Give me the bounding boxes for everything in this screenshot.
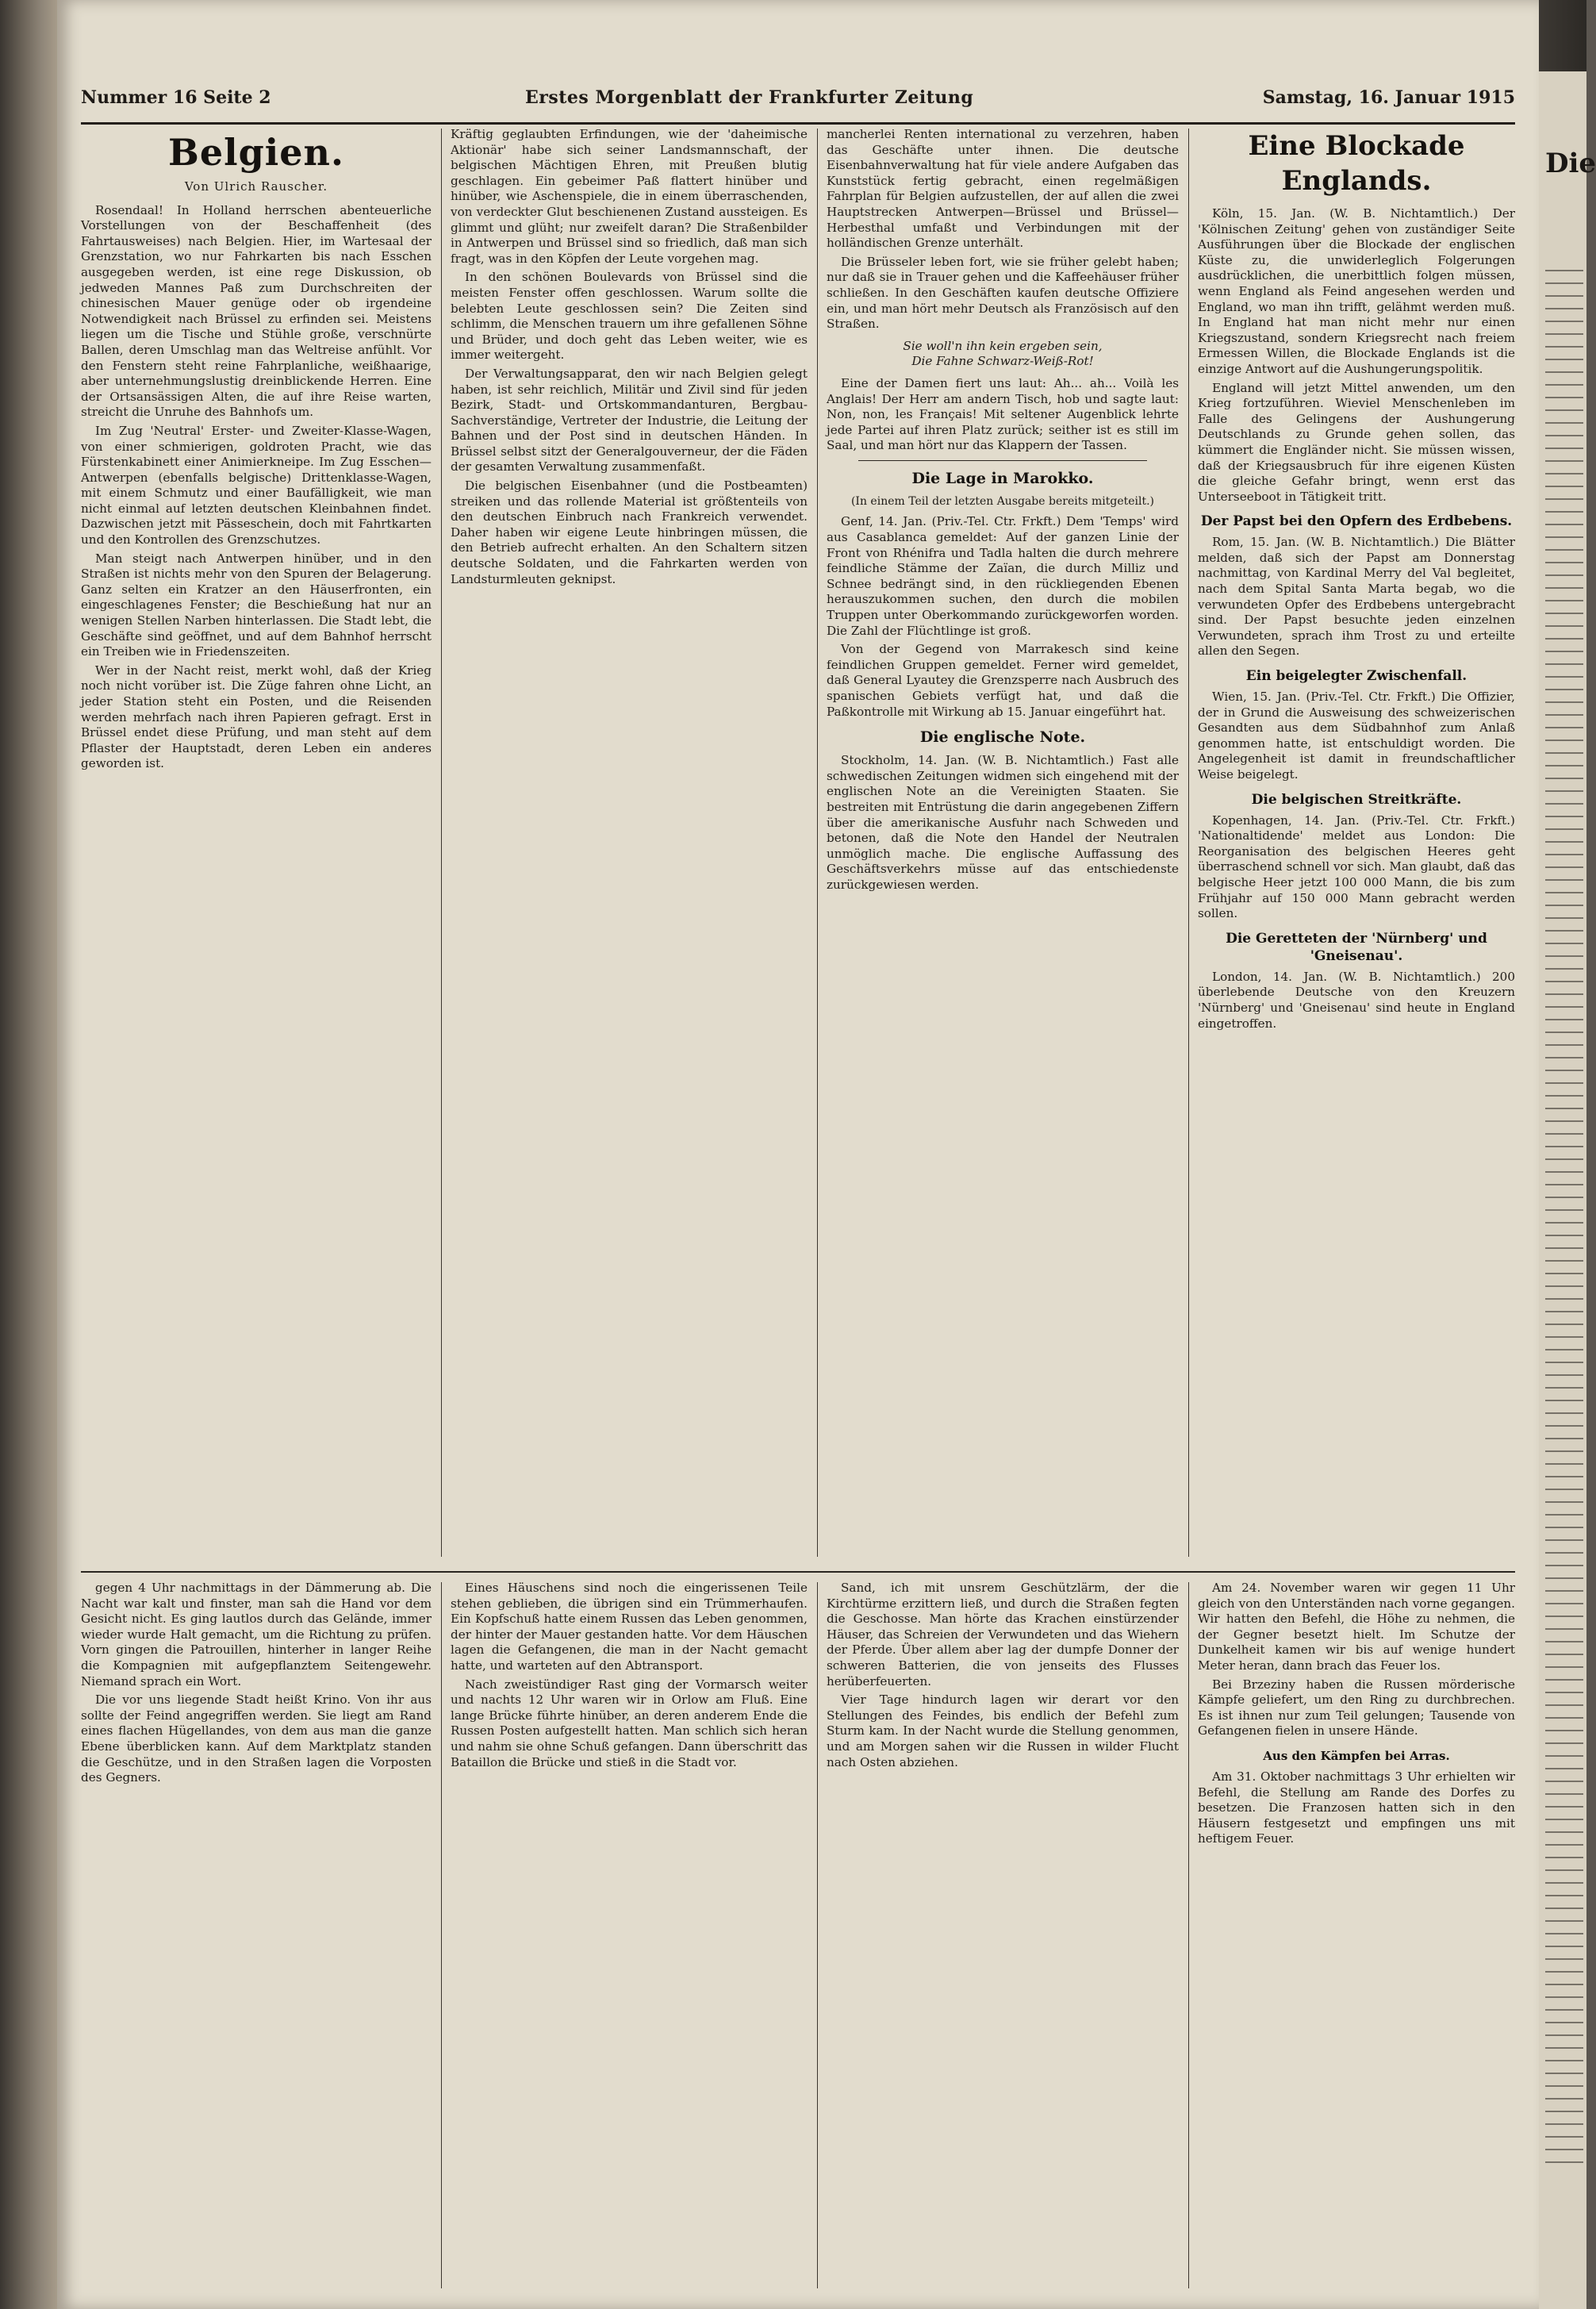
heading-streitkraefte: Die belgischen Streitkräfte. <box>1251 791 1462 808</box>
article-paragraph: Die vor uns liegende Stadt heißt Krino. Von ihr aus sollte der Feind angegriffen werden. Sie liegt am Rand eines flachen Hügellandes, von dem aus man die ganze Ebene überblicken kann. Auf dem Marktplatz standen die Geschütze, und in den Straßen lagen die Vorposten des Gegners. <box>81 1692 432 1785</box>
marokko-note: (In einem Teil der letzten Ausgabe bereits mitgeteilt.) <box>850 494 1155 508</box>
article-paragraph: Vier Tage hindurch lagen wir derart vor den Stellungen des Feindes, bis endlich der Befehl zum Sturm kam. In der Nacht wurde die Stellung genommen, und am Morgen sahen wir die Russen in wilder Flucht nach Osten abziehen. <box>827 1692 1179 1769</box>
article-paragraph: Von der Gegend von Marrakesch sind keine feindlichen Gruppen gemeldet. Ferner wird gemeldet, daß General Lyautey die Grenzsperre nach Ausbruch des spanischen Gebiets verfügt hat, und daß die Paßkontrolle mit Wirkung ab 15. Januar eingeführt hat. <box>827 642 1179 719</box>
bottom-column-four <box>1198 1581 1515 2287</box>
article-paragraph: Am 24. November waren wir gegen 11 Uhr gleich von den Unterständen nach vorne gegangen. Wir hatten den Befehl, die Höhe zu nehmen, die der Gegner besetzt hielt. Im Schutze der Dunkelheit kamen wir bis auf wenige hundert Meter heran, dann brach das Feuer los. <box>1198 1581 1515 1673</box>
article-paragraph: Am 31. Oktober nachmittags 3 Uhr erhielten wir Befehl, die Stellung am Rande des Dorfes zu besetzen. Die Franzosen hatten sich in den Häusern festgesetzt und empfingen uns mit heftigem Feuer. <box>1198 1769 1515 1846</box>
adjacent-page-edge <box>1539 71 1596 2309</box>
column-rule <box>441 129 442 1557</box>
song-verse: Sie woll'n ihn kein ergeben sein, Die Fahne Schwarz-Weiß-Rot! <box>903 338 1103 369</box>
article-byline: Von Ulrich Rauscher. <box>184 179 328 194</box>
article-paragraph: Der Verwaltungsapparat, den wir nach Belgien gelegt haben, ist sehr reichlich, Militär und Zivil sind für jeden Bezirk, Stadt- und Ortskommandanturen, Bergbau-Sachverständige, Vertreter der Industrie, die Leitung der Bahnen und der Post sind in deutschen Händen. In Brüssel selbst sitzt der Generalgouverneur, der die Fäden der gesamten Verwaltung zusammenfaßt. <box>451 366 808 474</box>
article-paragraph: Die Brüsseler leben fort, wie sie früher gelebt haben; nur daß sie in Trauer gehen und die Kaffeehäuser früher schließen. In den Geschäften kaufen deutsche Offiziere ein, und man hört mehr Deutsch als Französisch auf den Straßen. <box>827 254 1179 332</box>
column-rule <box>817 1582 818 2288</box>
article-title: Belgien. <box>168 131 344 174</box>
heading-blockade: Eine Blockade Englands. <box>1248 130 1465 197</box>
article-column-four <box>1198 127 1515 1563</box>
heading-arras: Aus den Kämpfen bei Arras. <box>1263 1748 1450 1763</box>
bottom-column-one <box>81 1581 432 2287</box>
article-paragraph: Wer in der Nacht reist, merkt wohl, daß der Krieg noch nicht vorüber ist. Die Züge fahren ohne Licht, an jeder Station steht ein Posten, und die Reisenden werden mehrfach nach ihren Papieren gefragt. Erst in Brüssel endet diese Prüfung, und man steht auf dem Pflaster der Hauptstadt, deren Leben ein anderes geworden ist. <box>81 663 432 771</box>
article-paragraph: Im Zug 'Neutral' Erster- und Zweiter-Klasse-Wagen, von einer schmierigen, goldroten Pracht, wie das Fürstenkabinett einer Animierkneipe. Im Zug Esschen—Antwerpen (ebenfalls belgische) Drittenklasse-Wagen, mit einem Schmutz und einer Baufälligkeit, wie man nicht einmal auf letzten deutschen Kleinbahnen findet. Dazwischen jetzt mit Pässeschein, doch mit Fahrtkarten und den Kontrollen des Grenzschutzes. <box>81 423 432 547</box>
masthead-issue: Nummer 16 Seite 2 <box>81 87 271 108</box>
adjacent-page-text-lines <box>1545 270 1583 2174</box>
article-paragraph: mancherlei Renten international zu verzehren, haben das Geschäfte unter ihnen. Die deutsche Eisenbahnverwaltung hat für viele andere Aufgaben das Kunststück fertig gebracht, einen regelmäßigen Fahrplan für Belgien aufzustellen, der auf allen die zwei Hauptstrecken Antwerpen—Brüssel und Brüssel—Herbesthal umfaßt und Verbindungen mit der holländischen Grenze unterhält. <box>827 127 1179 251</box>
column-rule <box>1188 129 1189 1557</box>
heading-nuernberg: Die Geretteten der 'Nürnberg' und 'Gneisenau'. <box>1226 930 1487 964</box>
article-paragraph: Genf, 14. Jan. (Priv.-Tel. Ctr. Frkft.) Dem 'Temps' wird aus Casablanca gemeldet: Auf der ganzen Linie der Front von Rhénifra und Tadla halten die durch mehrere feindliche Stämme der Zaïan, die durch Milliz und Schnee bedrängt sind, in den rückliegenden Ebenen herauszukommen suchen, den durch die mobilen Truppen unter Oberkommando zurückgeworfen worden. Die Zahl der Flüchtlinge ist groß. <box>827 514 1179 638</box>
heading-marokko: Die Lage in Marokko. <box>911 469 1094 487</box>
article-paragraph: Wien, 15. Jan. (Priv.-Tel. Ctr. Frkft.) Die Offizier, der in Grund die Ausweisung des schweizerischen Gesandten aus dem Südbahnhof zum Anlaß genommen hatte, ist entschuldigt worden. Die Angelegenheit ist damit in freundschaftlicher Weise beigelegt. <box>1198 690 1515 782</box>
masthead <box>81 83 1515 125</box>
heading-zwischenfall: Ein beigelegter Zwischenfall. <box>1245 668 1467 685</box>
article-paragraph: gegen 4 Uhr nachmittags in der Dämmerung ab. Die Nacht war kalt und finster, man sah die Hand vor dem Gesicht nicht. Es ging lautlos durch das Gelände, immer wieder wurde Halt gemacht, um die Richtung zu prüfen. Vorn gingen die Patrouillen, hinterher in langer Reihe die Kompagnien mit aufgepflanztem Seitengewehr. Niemand sprach ein Wort. <box>81 1581 432 1689</box>
article-belgien <box>81 127 432 1563</box>
masthead-paper-name: Erstes Morgenblatt der Frankfurter Zeitung <box>525 87 974 108</box>
article-paragraph: Köln, 15. Jan. (W. B. Nichtamtlich.) Der 'Kölnischen Zeitung' gehen von zuständiger Seite Ausführungen über die Blockade der englischen Küste zu, die unwiderleglich Folgerungen ausdrücklichen, die unerbittlich folgen müssen, wenn England als Feind angesehen werden und England, wo man ihn trifft, gelähmt werden muß. In England hat man nicht mehr nur einen Kriegszustand, sondern Kriegsrecht nach freiem Ermessen Willen, die Blockade Englands ist die einzige Antwort auf die Aushungerungspolitik. <box>1198 206 1515 376</box>
article-belgien-continued <box>451 127 808 1563</box>
article-paragraph: Man steigt nach Antwerpen hinüber, und in den Straßen ist nichts mehr von den Spuren der Belagerung. Ganz selten ein Kratzer an den Häuserfronten, ein eingeschlagenes Fenster; die Beschießung hat nur an wenigen Stellen Narben hinterlassen. Die Stadt lebt, die Geschäfte sind geöffnet, und auf dem Bahnhof herrscht ein Treiben wie in Friedenszeiten. <box>81 551 432 659</box>
article-paragraph: Sand, ich mit unsrem Geschützlärm, der die Kirchtürme erzittern ließ, und durch die Straßen fegten die Geschosse. Man hörte das Krachen einstürzender Häuser, das Schreien der Verwundeten und das Wiehern der Pferde. Über allem aber lag der dumpfe Donner der schweren Batterien, die von jenseits des Flusses herüberfeuerten. <box>827 1581 1179 1689</box>
article-paragraph: Bei Brzeziny haben die Russen mörderische Kämpfe geliefert, um den Ring zu durchbrechen. Es ist ihnen nur zum Teil gelungen; Tausende von Gefangenen fielen in unsere Hände. <box>1198 1677 1515 1738</box>
article-paragraph: Die belgischen Eisenbahner (und die Postbeamten) streiken und das rollende Material ist größtenteils von den deutschen Einbruch nach Frankreich verwendet. Daher haben wir eigene Leute hinbringen müssen, die den Betrieb aufrecht erhalten. An den Schaltern sitzen deutsche Soldaten, und die Fahrkarten werden von Landsturmleuten geknipst. <box>451 478 808 586</box>
heading-papst: Der Papst bei den Opfern des Erdbebens. <box>1200 513 1513 530</box>
article-paragraph: Eines Häuschens sind noch die eingerissenen Teile stehen geblieben, die übrigen sind ein Trümmerhaufen. Ein Kopfschuß hatte einem Russen das Leben genommen, der hinter der Mauer gestanden hatte. Vor dem Häuschen lagen die Gefangenen, die man in der Nacht gemacht hatte, und warteten auf den Abtransport. <box>451 1581 808 1673</box>
column-rule <box>817 129 818 1557</box>
article-paragraph: Rosendaal! In Holland herrschen abenteuerliche Vorstellungen von der Beschaffenheit (des Fahrtausweises) nach Belgien. Hier, im Wartesaal der Grenzstation, wo nur Fahrkarten bis nach Esschen ausgegeben werden, ist eine rege Diskussion, ob jedweden Mannes Paß zum Durchschreiten der chinesischen Mauer genüge oder ob irgendeine Notwendigkeit nach Brüssel zu erfinden sei. Meistens liegen um die Tische und Stühle große, verschnürte Ballen, deren Umschlag man das Weltreise anfühlt. Vor den Fenstern steht reine Fahrplanliche, weißhaarige, aber unternehmungslustig dreinblickende Herren. Eine der Ortsansässigen Alten, die auf ihre Reise warten, streicht die Unruhe des Bahnhofs um. <box>81 202 432 420</box>
bottom-column-two <box>451 1581 808 2287</box>
article-paragraph: In den schönen Boulevards von Brüssel sind die meisten Fenster offen geschlossen. Warum sollte die belebten Leute geschlossen sein? Die Zeiten sind schlimm, die Menschen trauern um ihre gefallenen Söhne und Brüder, und doch geht das Leben weiter, wie es immer weitergeht. <box>451 270 808 363</box>
article-paragraph: Stockholm, 14. Jan. (W. B. Nichtamtlich.) Fast alle schwedischen Zeitungen widmen sich eingehend mit der englischen Note an die Vereinigten Staaten. Sie bestreiten mit Entrüstung die darin angegebenen Ziffern über die amerikanische Ausfuhr nach Schweden und betonen, daß die Note den Handel der Neutralen unmöglich mache. Die englische Auffassung des Geschäftsverkehrs müsse auf das entschiedenste zurückgewiesen werden. <box>827 753 1179 892</box>
article-paragraph: Rom, 15. Jan. (W. B. Nichtamtlich.) Die Blätter melden, daß sich der Papst am Donnerstag nachmittag, von Kardinal Merry del Val begleitet, nach dem Spital Santa Marta begab, wo die verwundeten Opfer des Erdbebens untergebracht sind. Der Papst besuchte jeden einzelnen Verwundeten, sprach ihm Trost zu und erteilte allen den Segen. <box>1198 535 1515 659</box>
column-rule <box>441 1582 442 2288</box>
adjacent-page-title: Die <box>1545 148 1596 179</box>
article-paragraph: London, 14. Jan. (W. B. Nichtamtlich.) 200 überlebende Deutsche von den Kreuzern 'Nürnberg' und 'Gneisenau' sind heute in England eingetroffen. <box>1198 969 1515 1031</box>
column-rule <box>1188 1582 1189 2288</box>
article-paragraph: Kopenhagen, 14. Jan. (Priv.-Tel. Ctr. Frkft.) 'Nationaltidende' meldet aus London: Die Reorganisation des belgischen Heeres geht überraschend schnell vor sich. Man glaubt, daß das belgische Heer jetzt 100 000 Mann, die bis zum Frühjahr auf 150 000 Mann gebracht werden sollen. <box>1198 813 1515 921</box>
masthead-date: Samstag, 16. Januar 1915 <box>1262 87 1515 108</box>
article-paragraph: England will jetzt Mittel anwenden, um den Krieg fortzuführen. Wieviel Menschenleben im Falle des Gelingens der Aushungerung Deutschlands zu Grunde gehen sollen, das kümmert die Engländer nicht. Sie müssen wissen, daß der Kriegsausbruch für ihre eigenen Küsten die gleiche Gefahr bringt, wenn erst das Unterseeboot in Tätigkeit tritt. <box>1198 380 1515 504</box>
article-column-three <box>827 127 1179 1563</box>
heading-englische-note: Die englische Note. <box>919 728 1086 747</box>
section-rule <box>858 460 1147 461</box>
article-paragraph: Eine der Damen fiert uns laut: Ah... ah... Voilà les Anglais! Der Herr am andern Tisch, hob und sagte laut: Non, non, les Français! Mit seltener Augenblick lehrte jede Partei auf ihren Platz zurück; seither ist es still im Saal, und man hört nur das Klappern der Tassen. <box>827 375 1179 453</box>
section-divider <box>81 1571 1515 1573</box>
article-paragraph: Kräftig geglaubten Erfindungen, wie der 'daheimische Aktionär' habe sich seiner Landsmannschaft, der belgischen Mächtigen Ehren, mit Preußen blutig geschlagen. Ein gebeimer Paß flattert hinüber und hinüber, wie Aschenspiele, die in einem überraschenden, von verdeckter Glut beschienenen Zustand aussteigen. Es glimmt und glüht; nur zweifelt daran? Die Straßenbilder in Antwerpen und Brüssel sind so friedlich, daß man sich fragt, was in den Köpfen der Leute vorgehen mag. <box>451 127 808 266</box>
bottom-column-three <box>827 1581 1179 2287</box>
book-spine <box>0 0 57 2309</box>
article-paragraph: Nach zweistündiger Rast ging der Vormarsch weiter und nachts 12 Uhr waren wir in Orlow am Fluß. Eine lange Brücke führte hinüber, an deren anderem Ende die Russen Posten aufgestellt hatten. Man schlich sich heran und nahm sie ohne Schuß gefangen. Dann überschritt das Bataillon die Brücke und stieß in die Stadt vor. <box>451 1677 808 1769</box>
